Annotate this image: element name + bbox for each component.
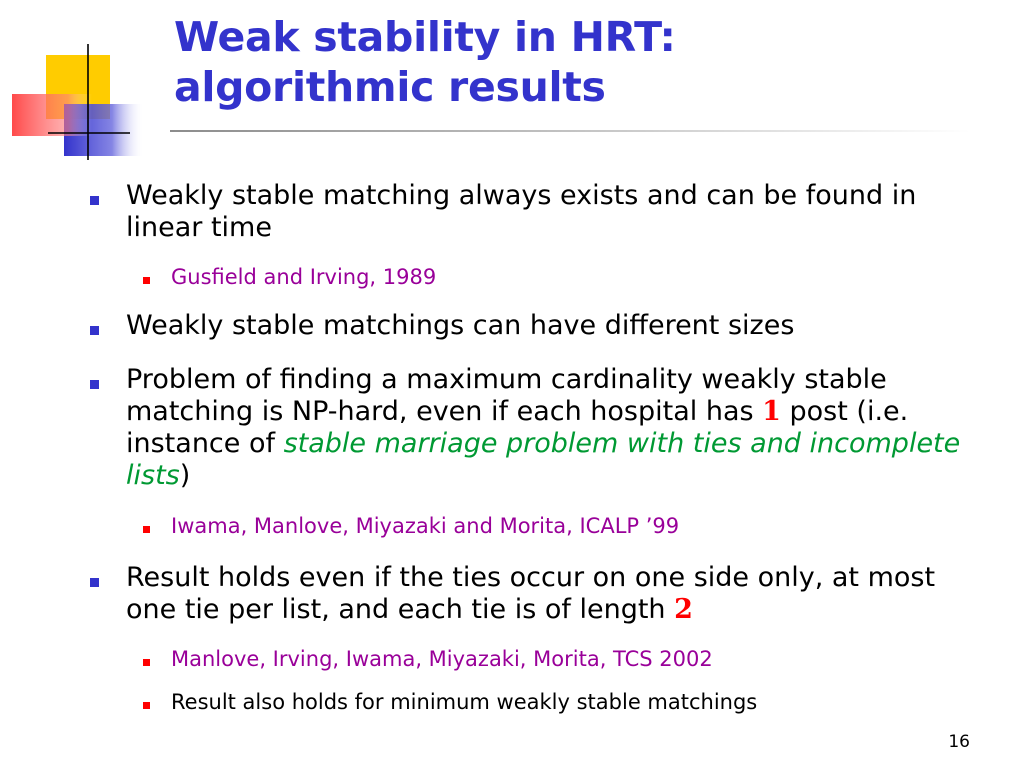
- reference-tcs-2002: Manlove, Irving, Iwama, Miyazaki, Morita, TCS 2002: [171, 647, 713, 671]
- bullet-marker: [90, 380, 99, 389]
- ties-one-side-text: Result holds even if the ties occur on one side only, at most one tie per list, and each tie is of length: [126, 562, 936, 625]
- bullet-marker: [90, 578, 99, 587]
- note-minimum-matchings: Result also holds for minimum weakly stable matchings: [171, 690, 758, 714]
- slide-title-line1: Weak stability in HRT:: [174, 13, 676, 61]
- tie-length-number: 2: [674, 594, 693, 625]
- bullet-linear-time: Weakly stable matching always exists and can be found in linear time: [126, 180, 917, 243]
- smti-term: stable marriage problem with ties and incomplete lists: [126, 428, 961, 491]
- slide-title-line2: algorithmic results: [174, 63, 606, 111]
- np-hard-text: Problem of finding a maximum cardinality weakly stable matching is NP-hard, even if each hospital has: [126, 364, 887, 427]
- reference-icalp-99: Iwama, Manlove, Miyazaki and Morita, ICALP ’99: [171, 514, 680, 538]
- close-paren: ): [179, 460, 191, 491]
- np-hard-text-cont: post (i.e. instance of: [126, 396, 909, 459]
- bullet-different-sizes: Weakly stable matchings can have different sizes: [126, 310, 795, 341]
- bullet-ties-one-side: [126, 562, 976, 626]
- bullet-np-hard: [126, 364, 976, 492]
- sub-bullet-marker: [143, 659, 150, 666]
- sub-bullet-marker: [143, 526, 150, 533]
- bullet-marker: [90, 326, 99, 335]
- bullet-marker: [90, 196, 99, 205]
- sub-bullet-marker: [143, 702, 150, 709]
- reference-gusfield-irving: Gusfield and Irving, 1989: [171, 265, 437, 289]
- one-post-number: 1: [762, 396, 781, 427]
- sub-bullet-marker: [143, 277, 150, 284]
- page-number: 16: [948, 732, 970, 752]
